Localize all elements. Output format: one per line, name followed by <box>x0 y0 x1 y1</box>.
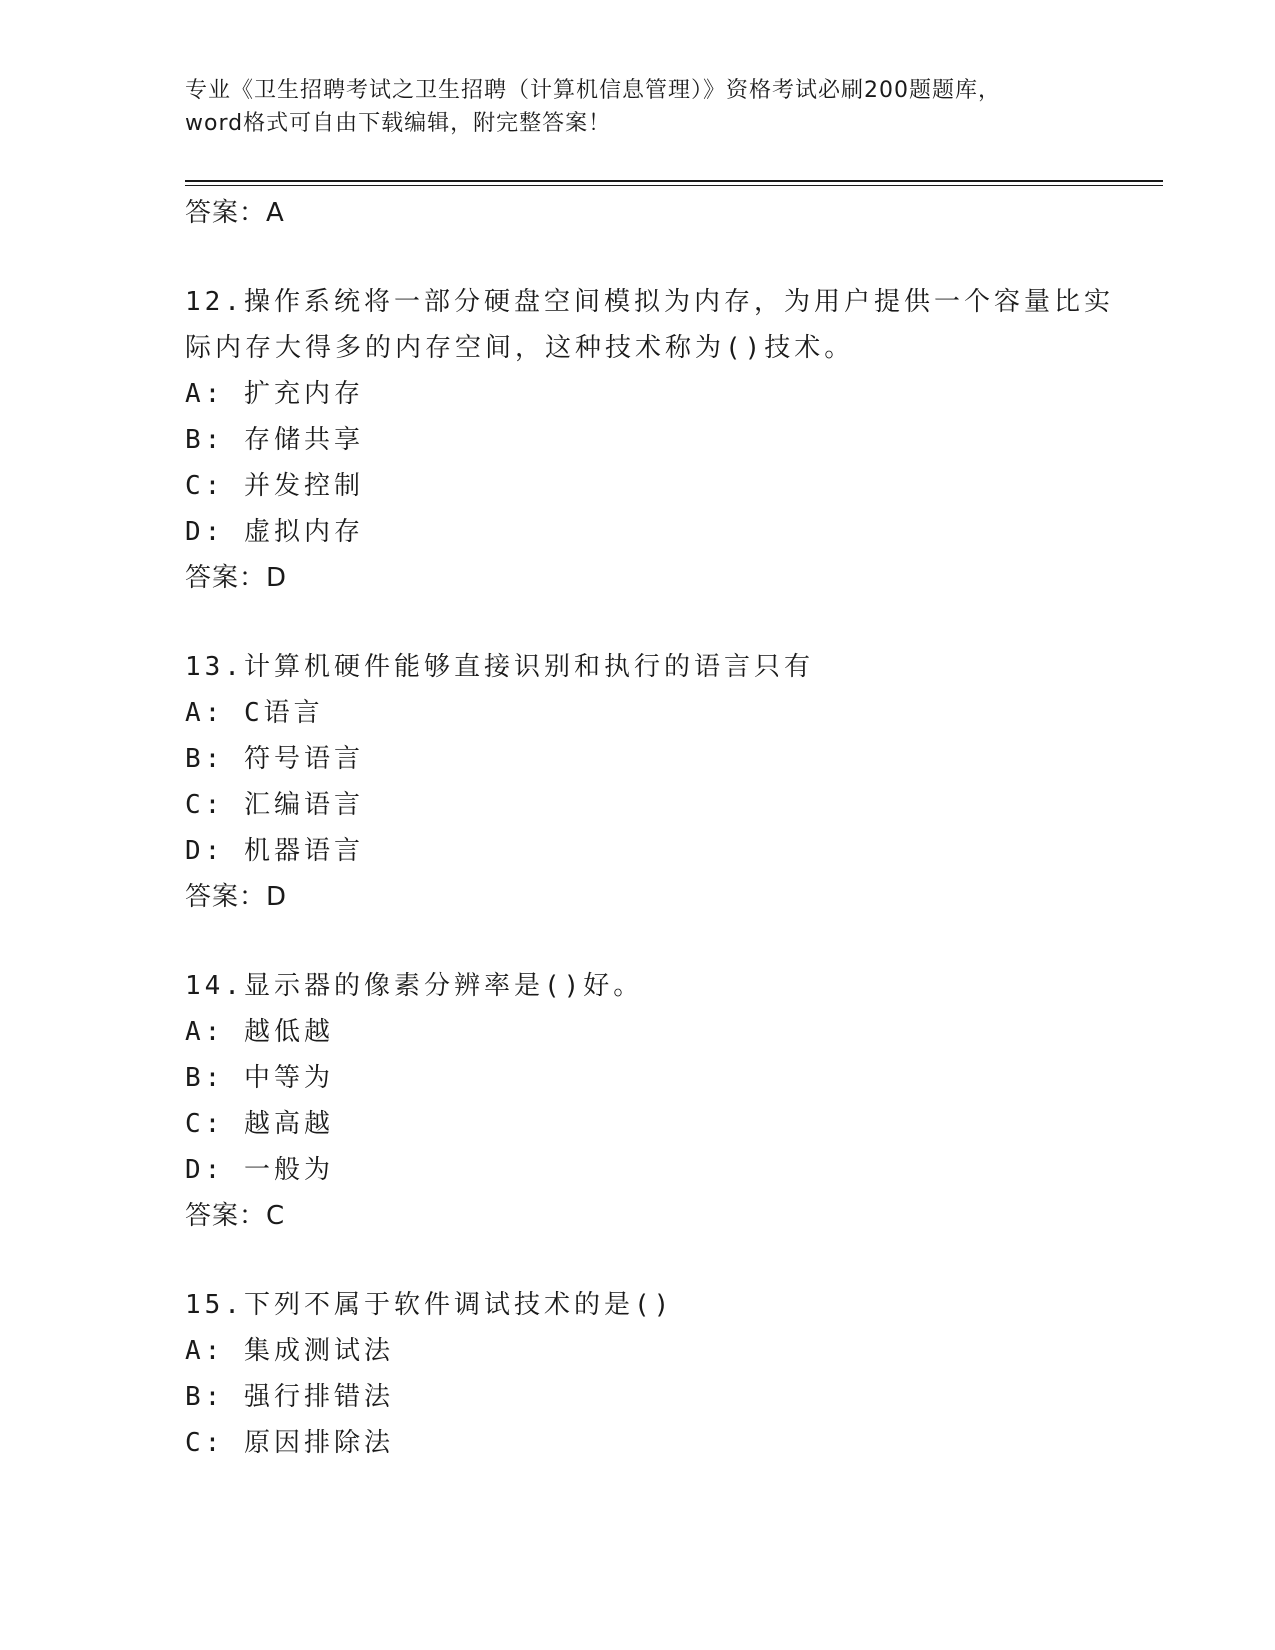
option-a: A: 越低越 <box>185 1017 334 1047</box>
question-stem: 13.计算机硬件能够直接识别和执行的语言只有 <box>185 652 814 682</box>
option-c: C: 原因排除法 <box>185 1428 394 1458</box>
answer-line: 答案：D <box>185 882 288 912</box>
option-b: B: 符号语言 <box>185 744 364 774</box>
option-c: C: 越高越 <box>185 1109 334 1139</box>
option-b: B: 强行排错法 <box>185 1382 394 1412</box>
question-stem: 12.操作系统将一部分硬盘空间模拟为内存，为用户提供一个容量比实 <box>185 287 1114 317</box>
option-a: A: C语言 <box>185 698 324 728</box>
header-line-2: word格式可自由下载编辑，附完整答案！ <box>185 111 612 136</box>
answer-line: 答案：C <box>185 1201 286 1231</box>
option-a: A: 扩充内存 <box>185 379 364 409</box>
option-d: D: 机器语言 <box>185 836 364 866</box>
option-d: D: 一般为 <box>185 1155 334 1185</box>
option-a: A: 集成测试法 <box>185 1336 394 1366</box>
question-13 <box>185 644 1145 920</box>
document-header <box>185 74 1105 140</box>
header-divider-thick <box>185 180 1163 182</box>
option-b: B: 中等为 <box>185 1063 334 1093</box>
option-c: C: 汇编语言 <box>185 790 364 820</box>
option-b: B: 存储共享 <box>185 425 364 455</box>
answer-line: 答案：A <box>185 198 285 228</box>
option-c: C: 并发控制 <box>185 471 364 501</box>
answer-line: 答案：D <box>185 563 288 593</box>
question-12 <box>185 279 1145 601</box>
option-d: D: 虚拟内存 <box>185 517 364 547</box>
question-list <box>185 188 1145 1466</box>
header-divider-thin <box>185 185 1163 186</box>
question-stem: 15.下列不属于软件调试技术的是() <box>185 1290 674 1320</box>
question-14 <box>185 963 1145 1239</box>
header-line-1: 专业《卫生招聘考试之卫生招聘（计算机信息管理）》资格考试必刷200题题库， <box>185 78 1001 103</box>
question-stem: 14.显示器的像素分辨率是()好。 <box>185 971 644 1001</box>
question-stem: 际内存大得多的内存空间，这种技术称为()技术。 <box>185 333 855 363</box>
question-15 <box>185 1282 1145 1466</box>
